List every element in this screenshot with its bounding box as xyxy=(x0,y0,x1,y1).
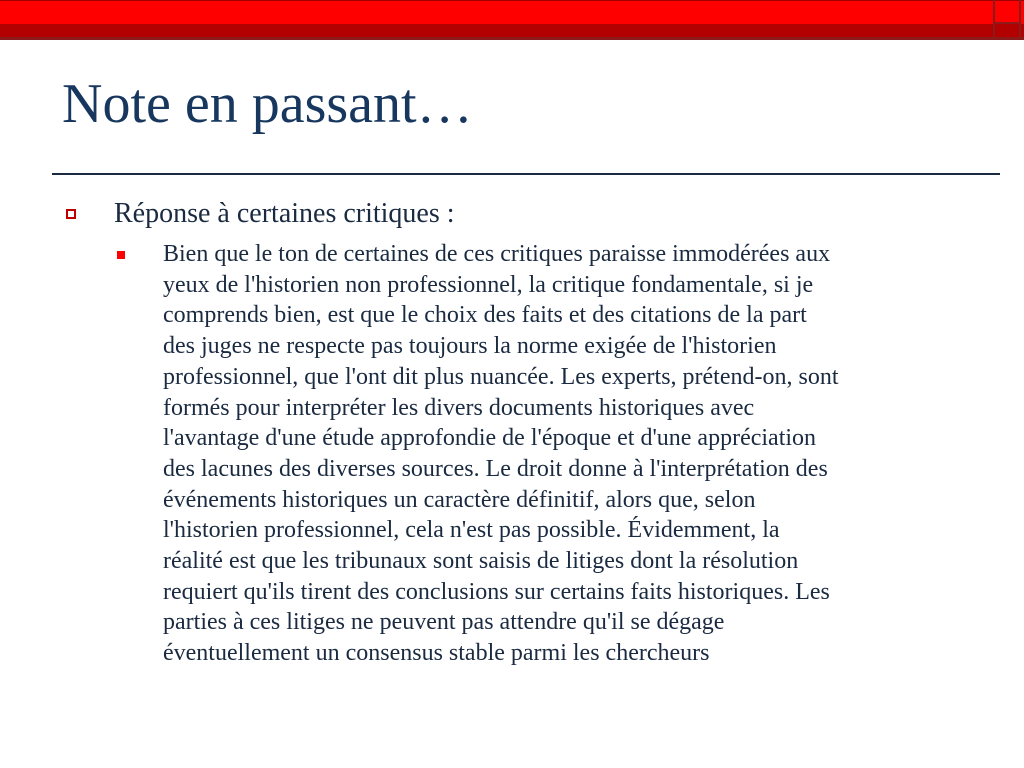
paragraph-line: comprends bien, est que le choix des faits et des citations de la part xyxy=(163,302,807,329)
hollow-square-bullet-icon xyxy=(66,209,76,219)
bullet-level2-paragraph xyxy=(163,239,983,669)
banner-red-band xyxy=(0,0,1024,24)
bullet-level1-text: Réponse à certaines critiques : xyxy=(114,198,455,229)
paragraph-line: des lacunes des diverses sources. Le droit donne à l'interprétation des xyxy=(163,455,828,482)
paragraph-line: professionnel, que l'ont dit plus nuancée. Les experts, prétend-on, sont xyxy=(163,363,839,390)
banner-divider-right xyxy=(1019,0,1021,40)
banner-divider-left xyxy=(993,0,995,40)
paragraph-line: événements historiques un caractère définitif, alors que, selon xyxy=(163,486,756,513)
paragraph-line: l'historien professionnel, cela n'est pas possible. Évidemment, la xyxy=(163,517,780,544)
paragraph-line: requiert qu'ils tirent des conclusions sur certains faits historiques. Les xyxy=(163,578,830,605)
paragraph-line: parties à ces litiges ne peuvent pas attendre qu'il se dégage xyxy=(163,609,725,636)
paragraph-line: Bien que le ton de certaines de ces critiques paraisse immodérées aux xyxy=(163,241,831,267)
banner-dark-band xyxy=(0,24,1024,37)
title-divider xyxy=(52,173,1000,175)
paragraph-line: réalité est que les tribunaux sont saisis de litiges dont la résolution xyxy=(163,548,799,575)
slide-title: Note en passant… xyxy=(62,73,473,135)
filled-square-bullet-icon xyxy=(117,251,125,259)
paragraph-line: formés pour interpréter les divers documents historiques avec xyxy=(163,394,755,421)
paragraph-line: des juges ne respecte pas toujours la norme exigée de l'historien xyxy=(163,333,777,360)
banner-divider-bar xyxy=(995,22,1019,24)
banner-bottom-line xyxy=(0,37,1024,40)
top-banner xyxy=(0,0,1024,40)
paragraph-line: éventuellement un consensus stable parmi les chercheurs xyxy=(163,640,710,667)
paragraph-line: l'avantage d'une étude approfondie de l'époque et d'une appréciation xyxy=(163,425,817,452)
paragraph-line: yeux de l'historien non professionnel, la critique fondamentale, si je xyxy=(163,271,814,298)
